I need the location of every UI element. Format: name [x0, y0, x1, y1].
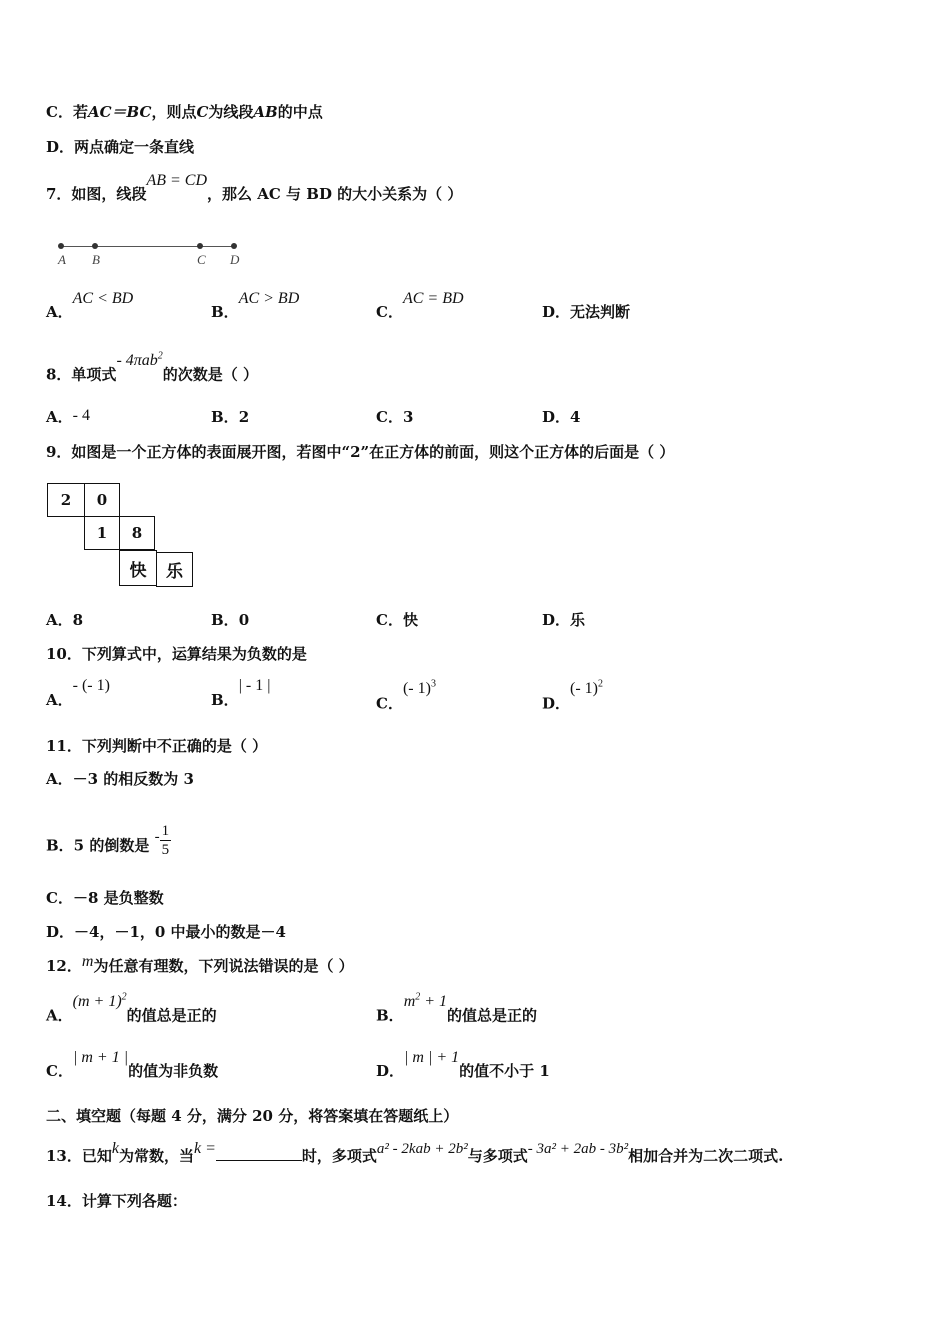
q10c-math: [403, 680, 436, 697]
q13-mid3: 与多项式: [467, 1147, 528, 1165]
q10-option-c: [376, 679, 436, 714]
q12b-text: 的值总是正的: [447, 1006, 538, 1025]
q7b-label: B．: [211, 303, 239, 321]
q8a-math: - 4: [72, 407, 90, 424]
q10d-exp: 2: [598, 679, 603, 690]
q10c-base: (- 1): [402, 680, 431, 698]
q8d-label: D．: [542, 408, 571, 426]
q10-option-b: [211, 677, 271, 711]
q12-stem: [46, 953, 354, 977]
net-cell-kuai: 快: [119, 550, 157, 586]
q12b-label: B．: [376, 1006, 404, 1025]
q10-option-d: [542, 679, 603, 714]
q9b-text: 0: [238, 611, 250, 629]
q13-mid2: 时，多项式: [301, 1147, 377, 1165]
point-b-dot: [92, 243, 98, 249]
q8a-label: A．: [46, 408, 73, 426]
q7c-math: AC = BD: [402, 290, 464, 307]
q8-stem: [46, 351, 259, 385]
q12d-text: 的值不小于 1: [459, 1062, 550, 1080]
point-a-label: A: [58, 252, 66, 267]
q11-stem: 11．下列判断中不正确的是（ ）: [46, 737, 268, 755]
point-d-label: D: [230, 252, 240, 267]
q11b-numerator: 1: [161, 823, 170, 839]
q9-option-d: [542, 610, 585, 630]
q12b-base: m: [403, 993, 416, 1011]
q9b-label: B．: [211, 611, 239, 629]
q10d-label: D．: [542, 694, 571, 713]
q7-option-b: [211, 290, 300, 323]
q12a-exp: 2: [121, 992, 127, 1003]
q12a-base: (m + 1): [72, 993, 122, 1011]
point-a-dot: [58, 243, 64, 249]
q7-option-d: [542, 302, 630, 322]
q12b-tail: + 1: [420, 993, 448, 1011]
q12a-text: 的值总是正的: [126, 1006, 217, 1025]
q8b-label: B．: [211, 408, 239, 426]
q6-option-d: D．两点确定一条直线: [46, 138, 195, 156]
q13-var-k: k: [111, 1140, 119, 1157]
q9c-label: C．: [376, 611, 403, 629]
q6c-mid: ，则点: [151, 103, 197, 121]
cube-net-figure: [47, 483, 197, 589]
q9c-text: 快: [402, 611, 418, 629]
q8c-text: 3: [402, 408, 414, 426]
q7-post: ，那么 AC 与 BD 的大小关系为（ ）: [207, 185, 463, 203]
q12-post: 为任意有理数，下列说法错误的是（ ）: [93, 957, 354, 975]
q13-pre: 13．已知: [46, 1147, 112, 1165]
q12-option-c: [46, 1049, 219, 1082]
q11-option-a: A．－3 的相反数为 3: [46, 770, 194, 788]
q8-option-d: [542, 407, 580, 427]
point-d-dot: [231, 243, 237, 249]
q7-pre: 7．如图，线段: [46, 185, 147, 203]
q8-math-base: - 4πab: [116, 352, 158, 370]
q11-option-d: D．－4，－1，0 中最小的数是－4: [46, 923, 286, 941]
q6-option-c: [46, 102, 323, 122]
q7a-label: A．: [46, 303, 73, 321]
q12b-exp: 2: [415, 992, 421, 1003]
q8-math: [116, 352, 162, 369]
q7-option-c: [376, 290, 464, 323]
q11b-sign: -: [154, 828, 160, 845]
q9a-text: 8: [72, 611, 84, 629]
q11b-pre: B．5 的倒数是: [46, 836, 150, 855]
q11-option-c: C．－8 是负整数: [46, 889, 164, 907]
net-cell-8: 8: [119, 516, 155, 550]
q6c-segment: AB: [253, 103, 278, 121]
point-c-dot: [197, 243, 203, 249]
q10-stem: 10．下列算式中，运算结果为负数的是: [46, 645, 307, 663]
net-cell-2: 2: [47, 483, 85, 517]
q12d-math: | m | + 1: [404, 1049, 460, 1066]
q8-option-b: [211, 407, 249, 427]
net-cell-0: 0: [84, 483, 120, 517]
q9d-label: D．: [542, 611, 571, 629]
q6c-expr: AC＝BC: [87, 103, 152, 121]
q13-poly2: - 3a² + 2ab - 3b²: [527, 1141, 629, 1157]
q10b-math: | - 1 |: [238, 677, 271, 694]
q12c-math: | m + 1 |: [72, 1049, 129, 1066]
q8-option-a: [46, 407, 90, 428]
q13-answer-blank[interactable]: [216, 1146, 302, 1161]
q13-k-equals: k =: [194, 1140, 216, 1157]
net-cell-le: 乐: [156, 552, 193, 587]
q9-option-c: [376, 610, 418, 630]
q11-option-b: [46, 823, 171, 865]
q8b-text: 2: [238, 408, 250, 426]
q10d-base: (- 1): [570, 680, 598, 698]
q12a-math: [73, 993, 127, 1010]
q12-pre: 12．: [46, 957, 82, 975]
q8-pre: 8．单项式: [46, 365, 117, 384]
q7d-text: 无法判断: [570, 303, 631, 321]
q9-option-a: [46, 610, 83, 630]
q10a-math: - (- 1): [72, 677, 110, 694]
q7c-label: C．: [376, 303, 403, 321]
point-b-label: B: [92, 252, 100, 267]
q10a-label: A．: [46, 691, 73, 709]
q12-var-m: m: [81, 953, 94, 970]
q8-option-c: [376, 407, 413, 427]
q12a-label: A．: [46, 1006, 73, 1025]
q9d-text: 乐: [570, 611, 586, 629]
q9a-label: A．: [46, 611, 73, 629]
q10c-label: C．: [376, 694, 403, 713]
q6c-point: C: [196, 103, 209, 121]
q10c-exp: 3: [430, 679, 436, 690]
q13-post: 相加合并为二次二项式.: [628, 1147, 784, 1165]
q10-option-a: [46, 677, 110, 711]
section-fill-in-heading: 二、填空题（每题 4 分，满分 20 分，将答案填在答题纸上）: [46, 1107, 459, 1125]
q11b-fraction: [160, 822, 172, 859]
q13-poly1: a² - 2kab + 2b²: [376, 1141, 468, 1157]
q12b-math: [404, 993, 447, 1010]
q7a-math: AC < BD: [72, 290, 134, 307]
net-cell-1: 1: [84, 516, 120, 550]
q7-math: AB = CD: [146, 172, 208, 189]
q13-stem: [46, 1140, 784, 1167]
q7-stem: [46, 172, 463, 205]
q12-option-a: [46, 992, 217, 1026]
q6c-pre: C．若: [46, 103, 88, 121]
q8-post: 的次数是（ ）: [162, 365, 259, 384]
q8c-label: C．: [376, 408, 403, 426]
q12d-label: D．: [376, 1062, 405, 1080]
q9-stem: 9．如图是一个正方体的表面展开图，若图中“2”在正方体的前面，则这个正方体的后面是（ ）: [46, 443, 675, 461]
q6c-mid2: 为线段: [208, 103, 254, 121]
q7-option-a: [46, 290, 134, 323]
point-c-label: C: [197, 252, 206, 267]
q12c-text: 的值为非负数: [128, 1062, 219, 1080]
q8d-text: 4: [570, 408, 581, 426]
q10b-label: B．: [211, 691, 239, 709]
q12c-label: C．: [46, 1062, 73, 1080]
q12-option-b: [376, 992, 538, 1026]
q14-stem: 14．计算下列各题：: [46, 1192, 187, 1210]
q8-math-exp: 2: [157, 351, 163, 362]
q13-mid1: 为常数，当: [118, 1147, 194, 1165]
q9-option-b: [211, 610, 249, 630]
q6c-post: 的中点: [277, 103, 323, 121]
q10d-math: [570, 680, 603, 697]
q7b-math: AC > BD: [238, 290, 300, 307]
q11b-denominator: 5: [161, 842, 170, 858]
q12-option-d: [376, 1049, 550, 1082]
segment-line: [60, 246, 236, 247]
q7d-label: D．: [542, 303, 571, 321]
segment-figure: [58, 238, 248, 274]
